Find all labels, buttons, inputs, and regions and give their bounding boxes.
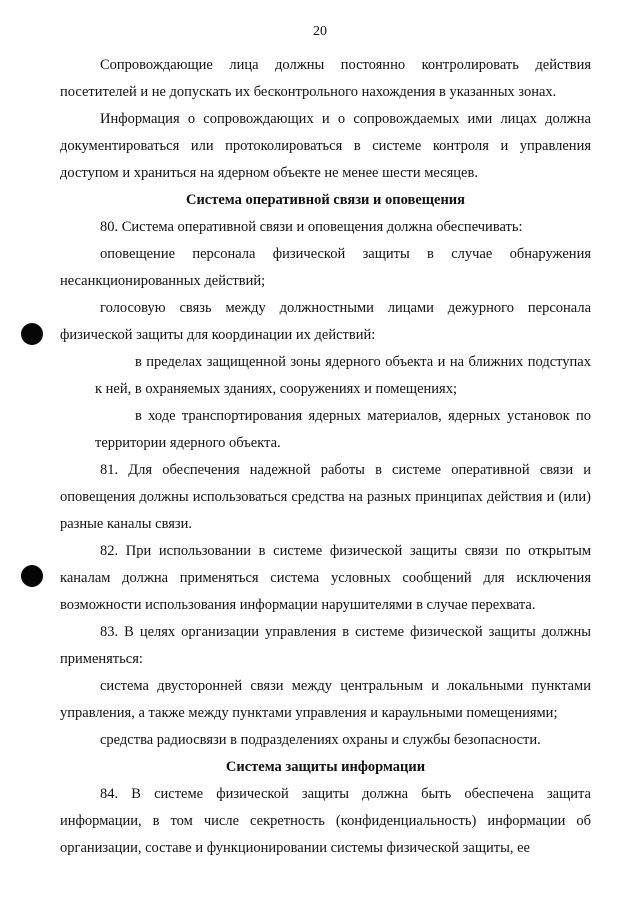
paragraph-83-two-way: система двусторонней связи между центральным и локальными пунктами управления, а также между пунктами управления и караульными помещениями; [60,678,591,721]
punch-hole-top [21,323,43,345]
paragraph-81: 81. Для обеспечения надежной работы в системе оперативной связи и оповещения должны использоваться средства на разных принципах действия и (или) разные каналы связи. [60,462,591,532]
paragraph-escorts-control: Сопровождающие лица должны постоянно контролировать действия посетителей и не допускать их бесконтрольного нахождения в указанных зонах. [60,57,591,100]
paragraph-82: 82. При использовании в системе физической защиты связи по открытым каналам должна применяться система условных сообщений для исключения возможности использования информации нарушителями в случае перехвата. [60,543,591,613]
section-heading-communication: Система оперативной связи и оповещения [185,192,466,208]
punch-hole-bottom [21,565,43,587]
paragraph-83: 83. В целях организации управления в системе физической защиты должны применяться: [60,624,591,667]
paragraph-83-radio: средства радиосвязи в подразделениях охраны и службы безопасности. [100,732,541,748]
page-number: 20 [313,24,327,39]
paragraph-80-voice: голосовую связь между должностными лицами дежурного персонала физической защиты для координации их действий: [60,300,591,343]
paragraph-escorts-documentation: Информация о сопровождающих и о сопровождаемых ими лицах должна документироваться или протоколироваться в системе контроля и управления доступом и храниться на ядерном объекте не менее шести месяцев. [60,111,591,181]
paragraph-84: 84. В системе физической защиты должна быть обеспечена защита информации, в том числе секретность (конфиденциальность) информации об организации, составе и функционировании системы физической защиты, ее [60,786,591,856]
paragraph-80-voice-transport: в ходе транспортирования ядерных материалов, ядерных установок по территории ядерного объекта. [95,408,591,451]
paragraph-80-alerting: оповещение персонала физической защиты в случае обнаружения несанкционированных действий; [60,246,591,289]
paragraph-80-voice-zone: в пределах защищенной зоны ядерного объекта и на ближних подступах к ней, в охраняемых зданиях, сооружениях и помещениях; [95,354,591,397]
paragraph-80: 80. Система оперативной связи и оповещения должна обеспечивать: [100,219,523,235]
section-heading-info-protection: Система защиты информации [225,759,426,775]
document-body [60,52,591,862]
